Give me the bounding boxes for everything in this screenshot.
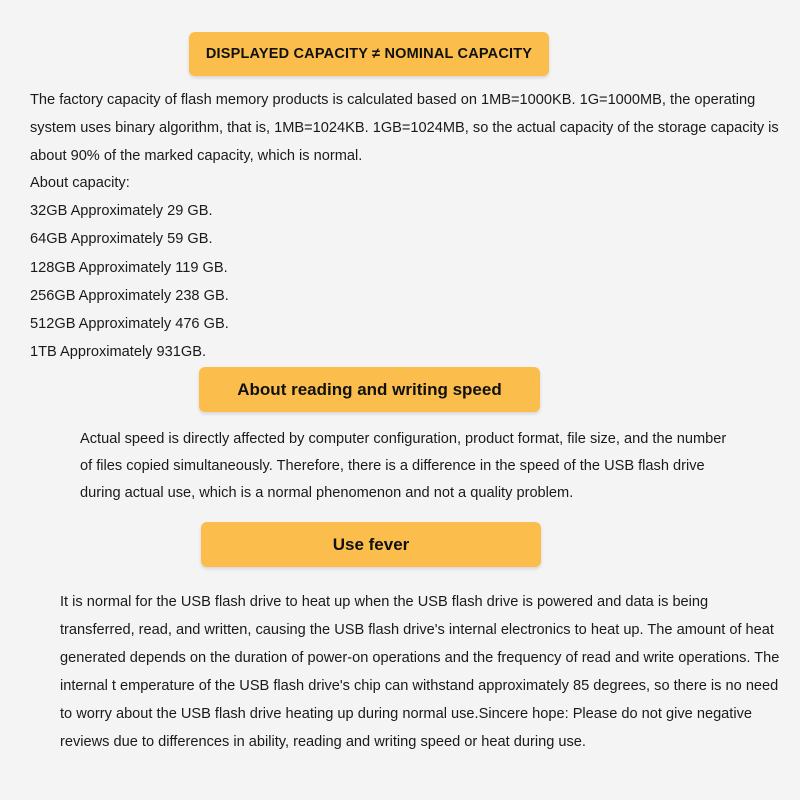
capacity-item-256gb: 256GB Approximately 238 GB. <box>30 287 229 304</box>
capacity-list <box>30 169 229 366</box>
capacity-banner-label: DISPLAYED CAPACITY ≠ NOMINAL CAPACITY <box>205 46 533 62</box>
fever-text: It is normal for the USB flash drive to heat up when the USB flash drive is powered and data is being transferred, read, and written, causing the USB flash drive's internal electronics to heat up. The amount of heat generated depends on the duration of power-on operations and the frequency of read and write operations. The internal t emperature of the USB flash drive's chip can withstand approximately 85 degrees, so there is no need to worry about the USB flash drive heating up during normal use.Sincere hope: Please do not give negative reviews due to differences in ability, reading and writing speed or heat during use. <box>60 594 780 750</box>
speed-banner <box>199 367 540 412</box>
capacity-item-64gb: 64GB Approximately 59 GB. <box>30 231 213 248</box>
capacity-item-128gb: 128GB Approximately 119 GB. <box>30 259 228 276</box>
capacity-intro-text: The factory capacity of flash memory products is calculated based on 1MB=1000KB. 1G=1000MB, the operating system uses binary algorithm, that is, 1MB=1024KB. 1GB=1024MB, so the actual capacity of the storage capacity is about 90% of the marked capacity, which is normal. <box>30 92 779 164</box>
speed-banner-label: About reading and writing speed <box>237 379 502 399</box>
fever-banner-label: Use fever <box>332 534 410 554</box>
capacity-banner <box>189 32 549 76</box>
speed-text: Actual speed is directly affected by computer configuration, product format, file size, and the number of files copied simultaneously. Therefore, there is a difference in the speed of the USB flash drive during actual use, which is a normal phenomenon and not a quality problem. <box>80 431 727 501</box>
fever-banner <box>201 522 541 567</box>
capacity-item-32gb: 32GB Approximately 29 GB. <box>30 203 213 220</box>
capacity-item-1tb: 1TB Approximately 931GB. <box>30 344 207 361</box>
capacity-item-512gb: 512GB Approximately 476 GB. <box>30 316 229 333</box>
capacity-list-heading: About capacity: <box>30 175 130 191</box>
